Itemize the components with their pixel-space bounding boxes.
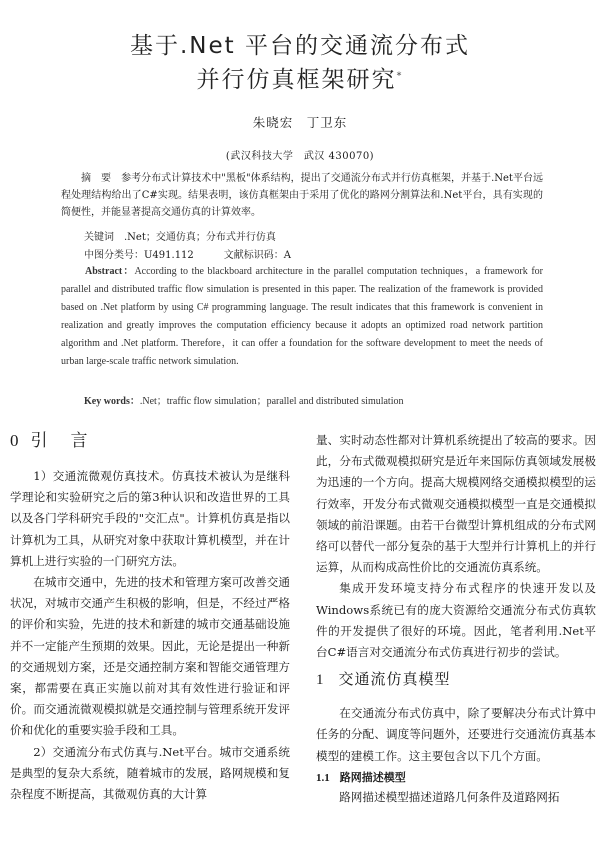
keywords-en-text: .Net；traffic flow simulation；parallel and distributed simulation	[139, 396, 404, 407]
body-paragraph: 集成开发环境支持分布式程序的快速开发以及Windows系统已有的庞大资源给交通流分布式仿真软件的开发提供了很好的环境。因此，笔者利用.Net平台C#语言对交通流分布式仿真进行初步的尝试。	[316, 581, 596, 660]
doc-code-value: A	[283, 250, 292, 261]
keywords-cn-label: 关键词	[84, 232, 114, 243]
body-paragraph: 1）交通流微观仿真技术。仿真技术被认为是继科学理论和实验研究之后的第3种认识和改造世界的工具以及各门学科研究手段的"交汇点"。计算机仿真是指以计算机为工具，从研究对象中获取计算机模型，并在计算机上进行实验的一门研究方法。	[10, 469, 290, 568]
title-footnote-marker: *	[396, 70, 404, 82]
subsection-1-1-number: 1.1	[316, 771, 330, 784]
body-column-right	[316, 430, 596, 808]
subsection-1-1-heading	[316, 767, 596, 787]
section-0-title: 引 言	[30, 431, 91, 451]
doc-code-label: 文献标识码：	[223, 250, 284, 261]
body-paragraph: 在交通流分布式仿真中，除了要解决分布式计算中任务的分配、调度等问题外，还要进行交通流仿真基本模型的建模工作。这主要包含以下几个方面。	[316, 706, 596, 763]
paper-title-line-1: 基于.Net 平台的交通流分布式	[130, 33, 470, 59]
abstract-en-label: Abstract：	[85, 266, 135, 277]
title-line-2-text: 并行仿真框架研究	[196, 67, 397, 93]
body-paragraph: 量、实时动态性都对计算机系统提出了较高的要求。因此，分布式微观模拟研究是近年来国际仿真领域发展极为迅速的一个方向。提高大规模网络交通模拟模型的运行效率，开发分布式微观交通模拟模型一直是交通模拟领域的前沿课题。由若干台微型计算机组成的分布式网络可以替代一部分复杂的基于大型并行计算机上的并行运算，从而构成高性价比的交通流仿真系统。	[316, 433, 596, 575]
body-paragraph: 2）交通流分布式仿真与.Net平台。城市交通系统是典型的复杂大系统，随着城市的发展，路网规模和复杂程度不断提高，其微观仿真的大计算	[10, 744, 290, 802]
clc-label: 中图分类号：	[84, 250, 144, 261]
abstract-cn	[61, 170, 543, 222]
section-0-heading	[10, 430, 290, 456]
abstract-en	[61, 263, 543, 371]
keywords-en	[84, 392, 404, 407]
clc-value: U491.112	[144, 250, 194, 261]
authors: 朱晓宏 丁卫东	[252, 115, 348, 130]
abstract-cn-text: 参考分布式计算技术中"黑板"体系结构，提出了交通流分布式并行仿真框架，并基于.Net平台远程处理结构给出了C#实现。结果表明，该仿真框架由于采用了优化的路网分割算法和.Net平台，具有实现的简便性，并能显著提高交通仿真的计算效率。	[61, 173, 543, 219]
section-1-title: 交通流仿真模型	[338, 670, 451, 689]
keywords-cn	[84, 228, 276, 243]
abstract-en-text: According to the blackboard architecture in the parallel computation techniques，a framework for parallel and distributed traffic flow simulation is presented in this paper. The realization of the framework is provided based on .Net platform by using C# programming language. The result indicates that this framework is convenient in realization and greatly improves the computation efficiency because it adopts an optimized road network partition algorithm and .Net platform. Therefore，it can offer a foundation for the software development to meet the needs of urban large-scale traffic network simulation.	[61, 266, 543, 367]
section-1-number: 1	[316, 672, 325, 689]
affiliation: (武汉科技大学 武汉 430070)	[225, 151, 375, 162]
subsection-1-1-title: 路网描述模型	[339, 770, 406, 784]
body-column-left	[10, 430, 290, 805]
abstract-cn-label: 摘 要	[81, 173, 112, 184]
classification-line	[84, 246, 291, 261]
body-paragraph: 路网描述模型描述道路几何条件及道路网拓	[339, 789, 560, 804]
keywords-cn-text: .Net；交通仿真；分布式并行仿真	[124, 232, 276, 243]
paper-title-line-2	[0, 61, 600, 94]
section-1-heading	[316, 669, 596, 693]
body-paragraph: 在城市交通中，先进的技术和管理方案可改善交通状况，对城市交通产生积极的影响，但是，不经过严格的评价和实验，先进的技术和新建的城市交通基础设施并不一定能产生预期的效果。因此，无论是提出一种新的交通规划方案，还是交通控制方案和智能交通管理方案，都需要在真正实施以前对其有效性进行验证和评价。而交通流微观模拟就是交通控制与管理系统开发评价和优化的重要实验手段和工具。	[10, 575, 290, 738]
section-0-number: 0	[10, 431, 19, 450]
keywords-en-label: Key words：	[84, 396, 140, 407]
